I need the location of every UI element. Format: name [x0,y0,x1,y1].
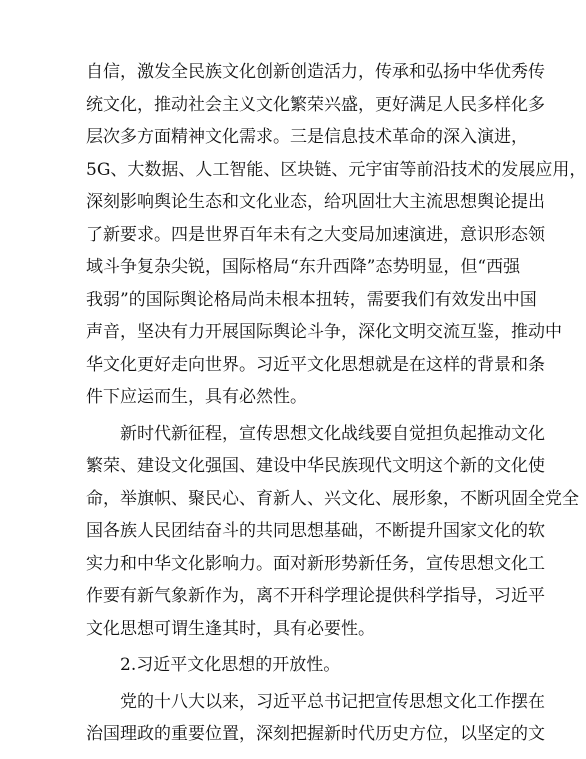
text-line: 5G、大数据、人工智能、区块链、元宇宙等前沿技术的发展应用， [86,159,586,180]
text-line: 国各族人民团结奋斗的共同思想基础，不断提升国家文化的软 [86,521,545,541]
text-line: 声音，坚决有力开展国际舆论斗争，深化文明交流互鉴，推动中 [86,322,562,342]
section-heading: 2.习近平文化思想的开放性。 [120,655,341,675]
text-line: 层次多方面精神文化需求。三是信息技术革命的深入演进， [86,127,528,147]
text-line: 件下应运而生，具有必然性。 [86,387,307,407]
text-line: 治国理政的重要位置，深刻把握新时代历史方位，以坚定的文 [86,724,545,744]
text-line: 新时代新征程，宣传思想文化战线要自觉担负起推动文化 [120,423,545,444]
text-line: 我弱”的国际舆论格局尚未根本扭转，需要我们有效发出中国 [86,289,537,310]
text-line: 文化思想可谓生逢其时，具有必要性。 [86,618,375,639]
text-line: 深刻影响舆论生态和文化业态，给巩固壮大主流思想舆论提出 [86,192,545,212]
text-line: 自信，激发全民族文化创新创造活力，传承和弘扬中华优秀传 [86,62,545,82]
text-line: 作要有新气象新作为，离不开科学理论提供科学指导，习近平 [86,586,545,606]
text-line: 统文化，推动社会主义文化繁荣兴盛，更好满足人民多样化多 [86,94,545,115]
paragraph-2 [86,418,579,646]
text-line: 实力和中华文化影响力。面对新形势新任务，宣传思想文化工 [86,553,545,574]
text-line: 繁荣、建设文化强国、建设中华民族现代文明这个新的文化使 [86,456,545,476]
text-line: 了新要求。四是世界百年未有之大变局加速演进，意识形态领 [86,224,545,245]
text-line: 命，举旗帜、聚民心、育新人、兴文化、展形象，不断巩固全党全 [86,488,579,509]
text-line: 域斗争复杂尖锐，国际格局“东升西降”态势明显，但“西强 [86,257,521,277]
text-line: 华文化更好走向世界。习近平文化思想就是在这样的背景和条 [86,354,545,375]
paragraph-3 [86,686,545,751]
paragraph-1 [86,56,586,414]
text-line: 党的十八大以来，习近平总书记把宣传思想文化工作摆在 [120,691,545,712]
document-body [86,56,586,751]
